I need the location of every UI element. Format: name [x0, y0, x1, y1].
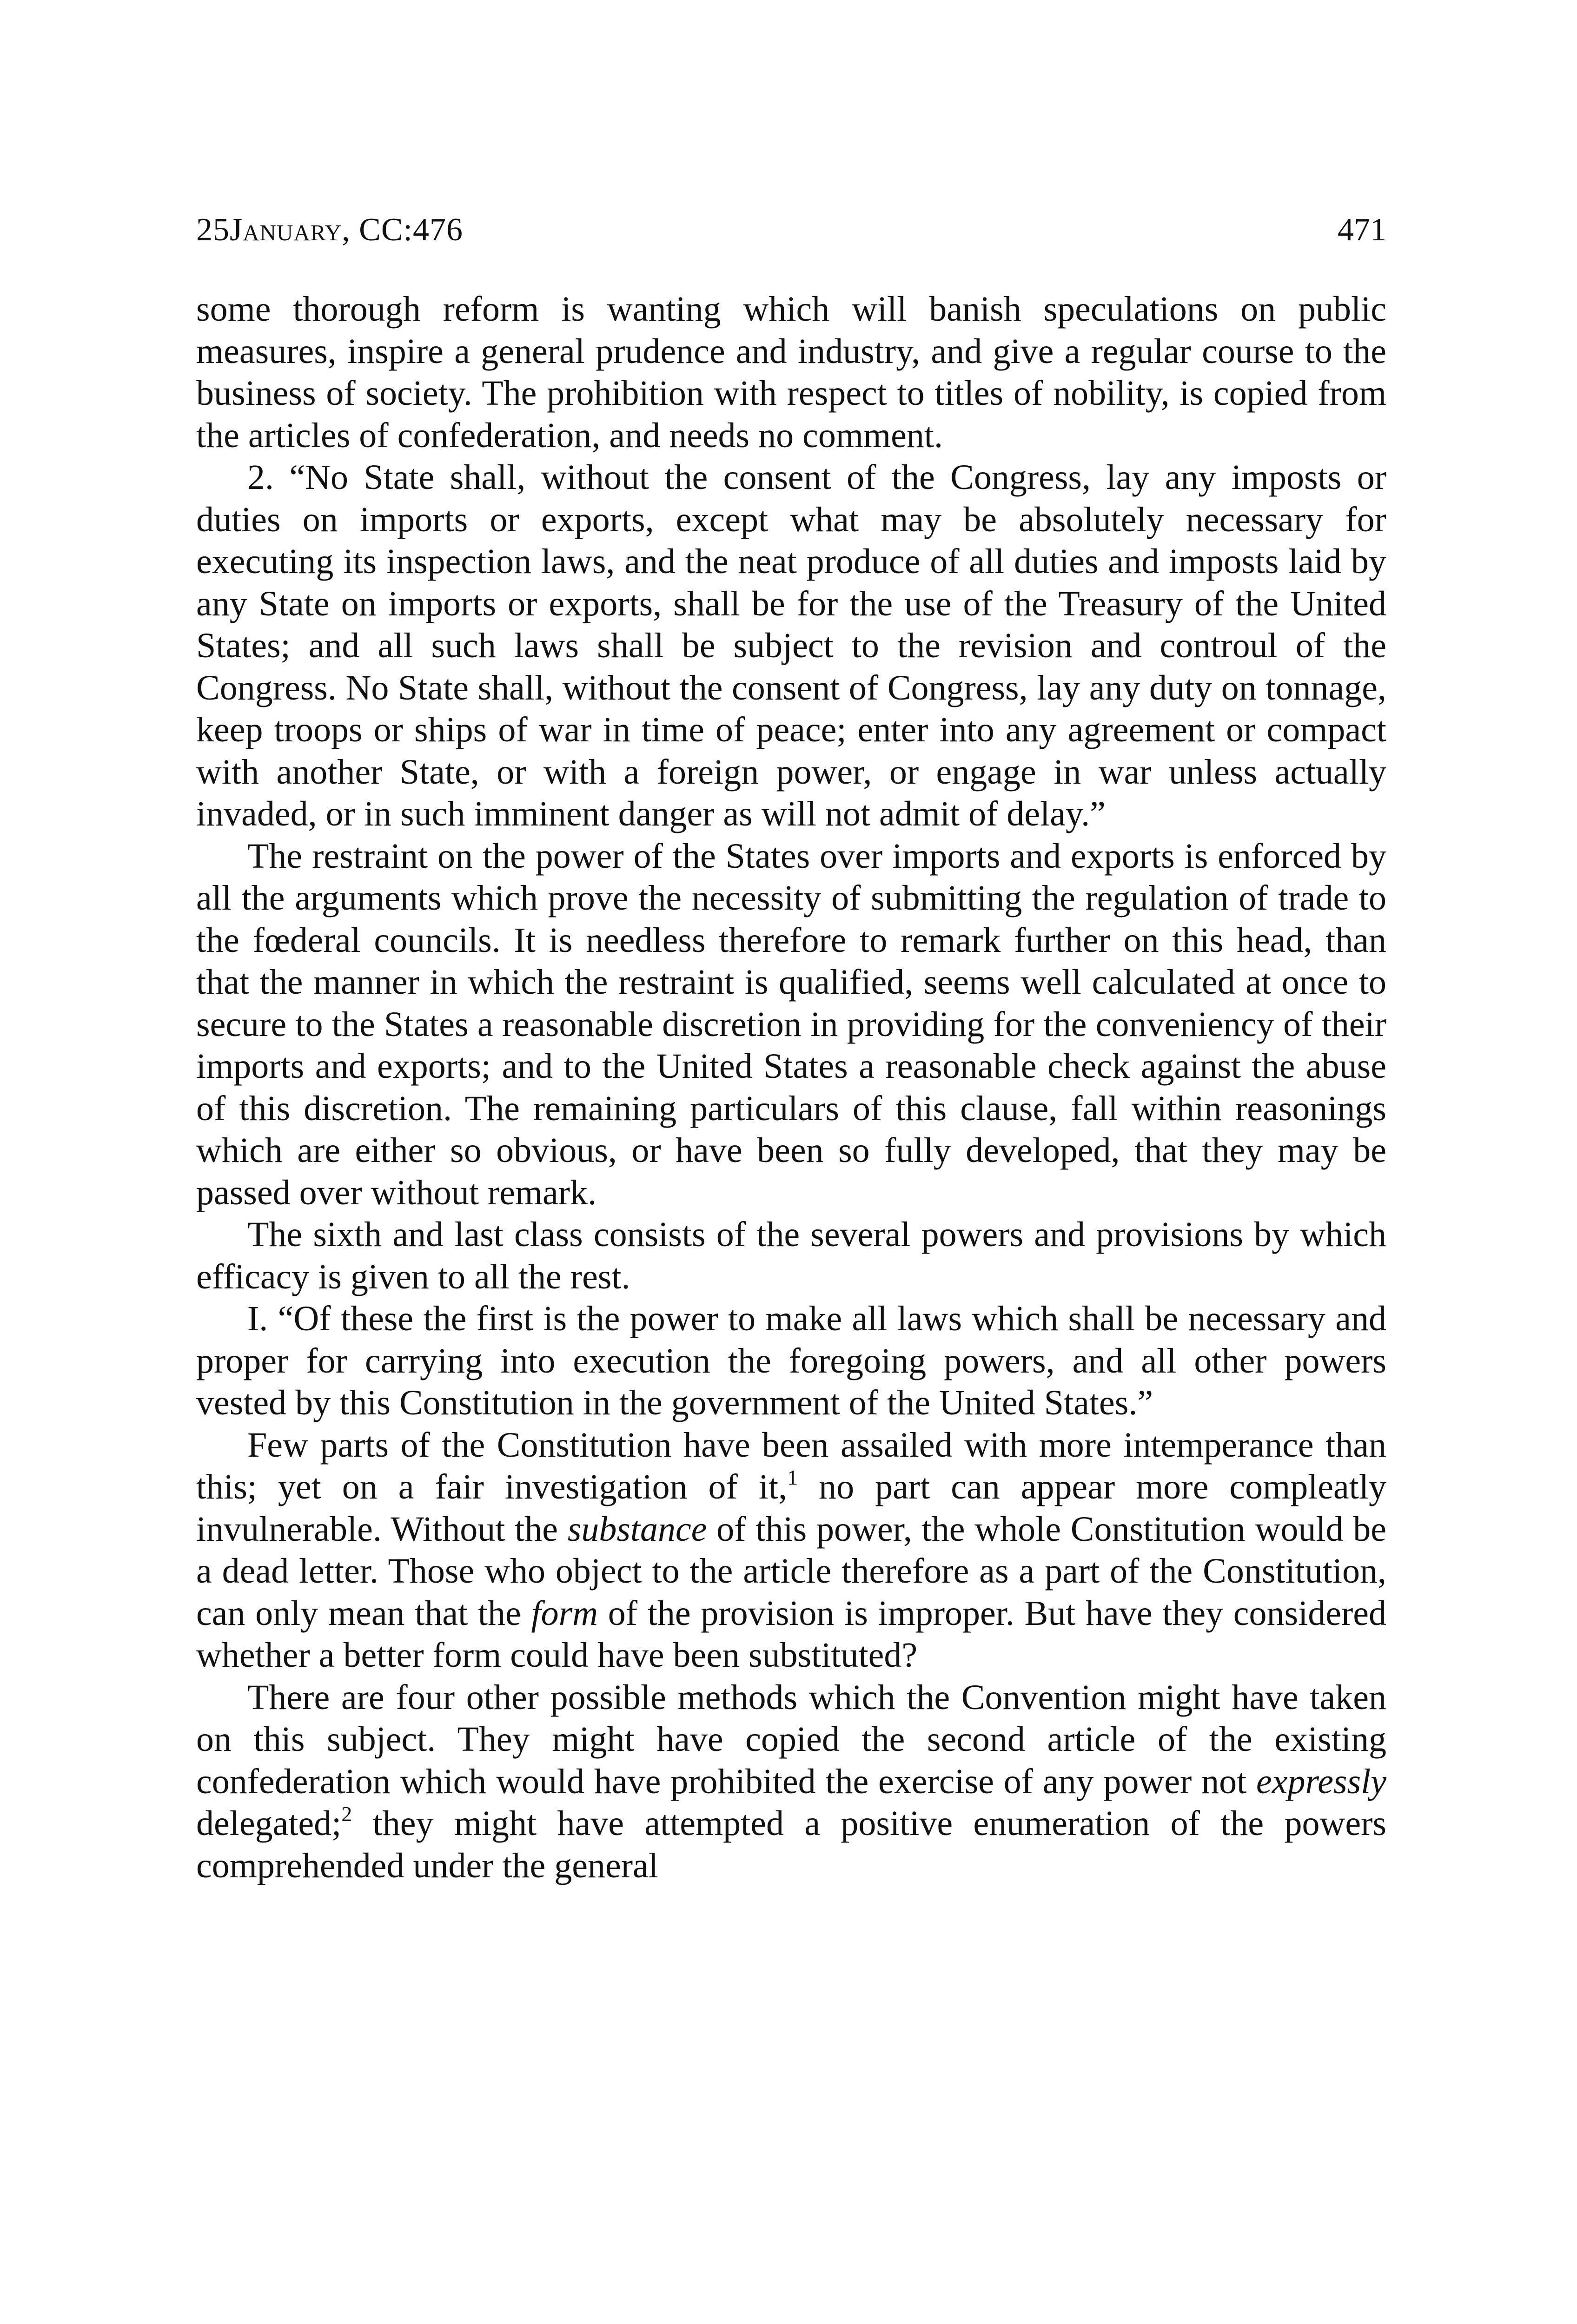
- paragraph-text: I. “Of these the first is the power to make all laws which shall be necessary and proper for carrying into execution the foregoing powers, and all other powers vested by this Constitution in the government of the United States.”: [196, 1299, 1386, 1422]
- body-paragraph: [196, 1677, 1386, 1887]
- page-body: [196, 288, 1386, 1887]
- footnote-marker: 2: [341, 1802, 352, 1826]
- paragraph-text: of the provision is improper. But have they considered whether a better form could have been substituted?: [196, 1593, 1386, 1675]
- emphasized-word: form: [531, 1593, 598, 1633]
- paragraph-text: they might have attempted a positive enumeration of the powers comprehended under the general: [196, 1804, 1386, 1885]
- footnote-marker: 1: [787, 1466, 798, 1489]
- body-paragraph: [196, 456, 1386, 835]
- emphasized-word: expressly: [1256, 1762, 1386, 1801]
- paragraph-text: The sixth and last class consists of the several powers and provisions by which efficacy is given to all the rest.: [196, 1215, 1386, 1296]
- body-paragraph: [196, 1424, 1386, 1677]
- emphasized-word: substance: [567, 1509, 707, 1549]
- paragraph-text: no part can appear more compleatly invulnerable. Without the: [196, 1467, 1386, 1549]
- paragraph-text: of this power, the whole Constitution would be a dead letter. Those who object to the article therefore as a part of the Constitution, can only mean that the: [196, 1509, 1386, 1633]
- body-paragraph: [196, 835, 1386, 1214]
- paragraph-text: 2. “No State shall, without the consent of the Congress, lay any imposts or duties on imports or exports, except what may be absolutely necessary for executing its inspection laws, and the neat produce of all duties and imposts laid by any State on imports or exports, shall be for the use of the Treasury of the United States; and all such laws shall be subject to the revision and controul of the Congress. No State shall, without the consent of Congress, lay any duty on tonnage, keep troops or ships of war in time of peace; enter into any agreement or compact with another State, or with a foreign power, or engage in war unless actually invaded, or in such imminent danger as will not admit of delay.”: [196, 458, 1386, 833]
- body-paragraph: [196, 1298, 1386, 1424]
- paragraph-text: Few parts of the Constitution have been assailed with more intemperance than this; yet on a fair investigation of it,: [196, 1425, 1386, 1506]
- body-paragraph: [196, 1214, 1386, 1298]
- paragraph-text: some thorough reform is wanting which will banish speculations on public measures, inspire a general prudence and industry, and give a regular course to the business of society. The prohibition with respect to titles of nobility, is copied from the articles of confederation, and needs no comment.: [196, 290, 1386, 455]
- body-paragraph: [196, 288, 1386, 456]
- header-day: 25: [196, 212, 230, 248]
- running-head-date: [196, 207, 463, 253]
- paragraph-text: There are four other possible methods which the Convention might have taken on this subject. They might have copied the second article of the existing confederation which would have prohibited the exercise of any power not: [196, 1677, 1386, 1801]
- paragraph-text: The restraint on the power of the States over imports and exports is enforced by all the arguments which prove the necessity of submitting the regulation of trade to the fœderal councils. It is needless therefore to remark further on this head, than that the manner in which the restraint is qualified, seems well calculated at once to secure to the States a reasonable discretion in providing for the conveniency of their imports and exports; and to the United States a reasonable check against the abuse of this discretion. The remaining particulars of this clause, fall within reasonings which are either so obvious, or have been so fully developed, that they may be passed over without remark.: [196, 836, 1386, 1212]
- paragraph-text: delegated;: [196, 1804, 342, 1843]
- header-month: January: [230, 212, 342, 248]
- page-number: 471: [1338, 212, 1386, 248]
- header-doc-ref: , CC:476: [342, 212, 463, 248]
- running-header: [196, 207, 1386, 258]
